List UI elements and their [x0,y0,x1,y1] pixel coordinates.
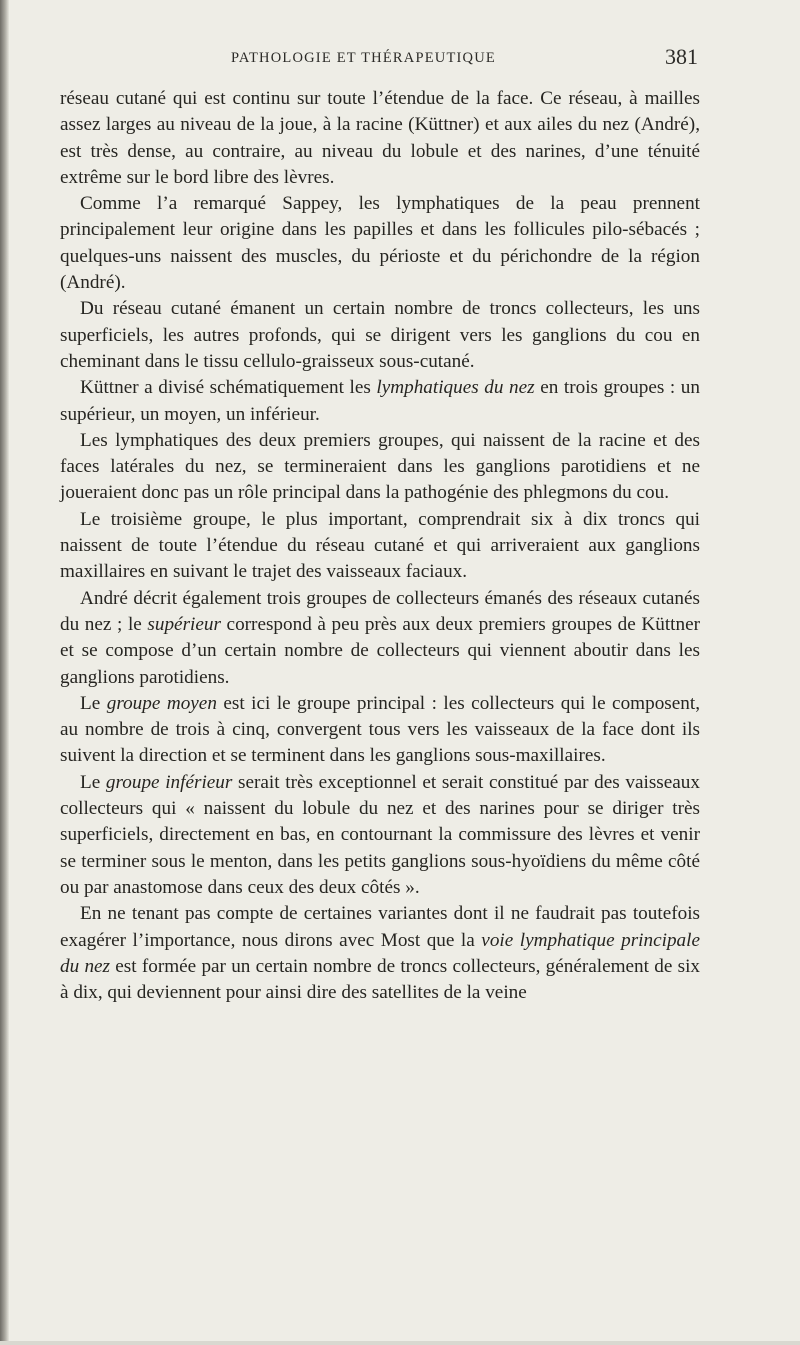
italic-term: voie lymphatique principale du nez [60,929,700,977]
text-run: Les lymphatiques des deux premiers groupes, qui naissent de la racine et des faces latérales du nez, se termineraient dans les ganglions parotidiens et ne joueraient donc pas un rôle principal dans la pathogénie des phlegmons du cou. [60,429,700,504]
italic-term: lymphatiques du nez [376,377,535,399]
text-run: Le troisième groupe, le plus important, comprendrait six à dix troncs qui naissent de toute l’étendue du réseau cutané et qui arriveraient aux ganglions maxillaires en suivant le trajet des vaisseaux faciaux. [60,508,700,583]
paragraph [60,191,700,296]
paragraph [60,901,700,1006]
text-run: En ne tenant pas compte de certaines variantes dont il ne faudrait pas toutefois exagérer l’importance, nous dirons avec Most que la [60,903,700,951]
text-run: en trois groupes : un supérieur, un moyen, un inférieur. [60,377,700,425]
italic-term: supérieur [147,613,221,635]
paragraph [60,770,700,901]
text-run: Du réseau cutané émanent un certain nombre de troncs collecteurs, les uns superficiels, les autres profonds, qui se dirigent vers les ganglions du cou en cheminant dans le tissu cellulo-graisseux sous-cutané. [60,298,700,372]
text-run: correspond à peu près aux deux premiers groupes de Küttner et se compose d’un certain nombre de collecteurs qui viennent aboutir dans les ganglions parotidiens. [60,613,700,688]
paragraph [60,86,700,191]
paragraph [60,375,700,428]
text-run: Le [80,771,106,793]
text-run: est ici le groupe principal : les collecteurs qui le composent, au nombre de trois à cinq, convergent tous vers les vaisseaux de la face dont ils suivent la direction et se terminent dans les ganglions sous-maxillaires. [60,692,700,767]
page-binding-edge [0,0,9,1345]
paragraph [60,428,700,507]
italic-term: groupe moyen [106,692,217,714]
text-run: serait très exceptionnel et serait constitué par des vaisseaux collecteurs qui « naissent du lobule du nez et des narines pour se diriger très superficiels, directement en bas, en contournant la commissure des lèvres et venir se terminer sous le menton, dans les petits ganglions sous-hyoïdiens du même côté ou par anastomose dans ceux des deux côtés ». [60,771,700,898]
paragraph [60,507,700,586]
running-title: PATHOLOGIE ET THÉRAPEUTIQUE [231,50,496,66]
page-number: 381 [665,44,698,69]
italic-term: groupe inférieur [105,771,233,793]
body-text [60,86,700,1006]
text-run: André décrit également trois groupes de collecteurs émanés des réseaux cutanés du nez ; le [60,587,700,635]
text-run: Comme l’a remarqué Sappey, les lymphatiques de la peau prennent principalement leur origine dans les papilles et dans les follicules pilo-sébacés ; quelques-uns naissent des muscles, du périoste et du périchondre de la région (André). [60,193,700,294]
paragraph [60,296,700,375]
text-run: Küttner a divisé schématiquement les [80,377,377,399]
paragraph [60,586,700,691]
paragraph [60,691,700,770]
page-bottom-edge [0,1341,800,1345]
page-header [60,44,700,78]
text-run: réseau cutané qui est continu sur toute l’étendue de la face. Ce réseau, à mailles assez larges au niveau de la joue, à la racine (Küttner) et aux ailes du nez (André), est très dense, au contraire, au niveau du lobule et des narines, d’une ténuité extrême sur le bord libre des lèvres. [60,88,700,188]
text-run: Le [80,692,107,714]
text-run: est formée par un certain nombre de troncs collecteurs, généralement de six à dix, qui deviennent pour ainsi dire des satellites de la veine [60,955,700,1004]
